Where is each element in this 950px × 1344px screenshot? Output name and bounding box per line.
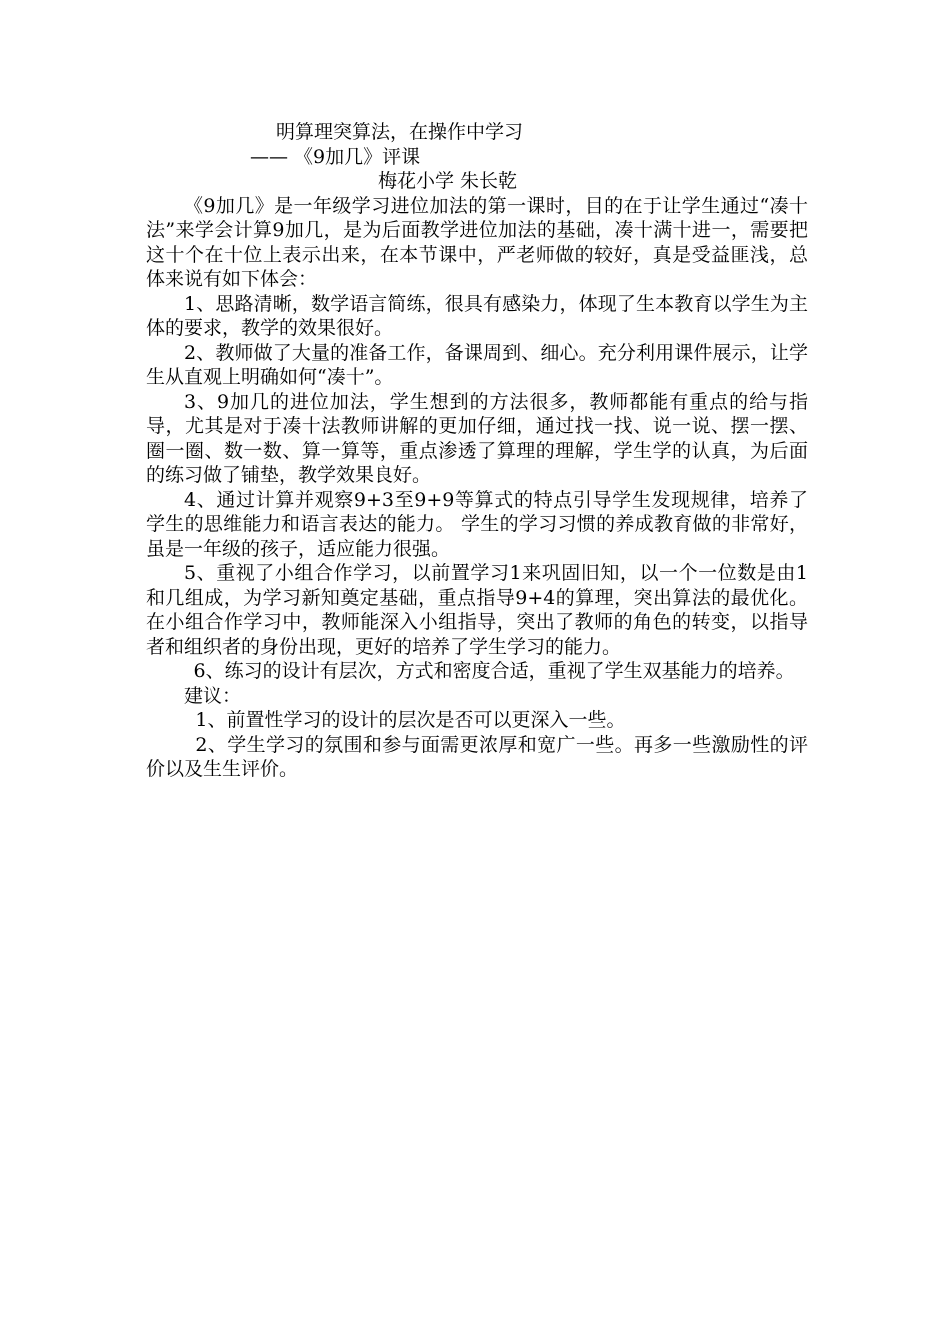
suggestion-paragraph-1: 1、前置性学习的设计的层次是否可以更深入一些。 [195,709,626,731]
suggestion-paragraph-2: 2、学生学习的氛围和参与面需更浓厚和宽广一些。再多一些激励性的评价以及生生评价。 [146,733,808,780]
document-page [146,120,808,782]
document-title: 明算理突算法，在操作中学习 [276,121,524,143]
suggestion-heading: 建议： [184,684,242,707]
point-paragraph-1: 1、思路清晰，数学语言简练，很具有感染力，体现了生本教育以学生为主体的要求，教学的效果很好。 [146,292,808,339]
point-paragraph-6: 6、练习的设计有层次，方式和密度合适，重视了学生双基能力的培养。 [193,660,795,682]
point-paragraph-4: 4、通过计算并观察9+3至9+9等算式的特点引导学生发现规律，培养了学生的思维能力和语言表达的能力。 学生的学习习惯的养成教育做的非常好，虽是一年级的孩子，适应能力很强。 [146,488,808,560]
point-paragraph-5: 5、重视了小组合作学习，以前置学习1来巩固旧知，以一个一位数是由1和几组成，为学习新知奠定基础，重点指导9+4的算理，突出算法的最优化。在小组合作学习中，教师能深入小组指导，突出了教师的角色的转变，以指导者和组织者的身份出现，更好的培养了学生学习的能力。 [146,562,808,658]
document-subtitle: —— 《9加几》评课 [250,145,421,168]
intro-paragraph: 《9加几》是一年级学习进位加法的第一课时，目的在于让学生通过“凑十法”来学会计算9加几，是为后面教学进位加法的基础，凑十满十进一，需要把这十个在十位上表示出来，在本节课中，严老师做的较好，真是受益匪浅，总体来说有如下体会： [146,194,808,290]
point-paragraph-3: 3、9加几的进位加法，学生想到的方法很多，教师都能有重点的给与指导，尤其是对于凑十法教师讲解的更加仔细，通过找一找、说一说、摆一摆、圈一圈、数一数、算一算等，重点渗透了算理的理解，学生学的认真，为后面的练习做了铺垫，教学效果良好。 [146,390,808,486]
document-author: 梅花小学 朱长乾 [378,170,518,192]
point-paragraph-2: 2、教师做了大量的准备工作，备课周到、细心。充分利用课件展示，让学生从直观上明确如何“凑十”。 [146,341,808,388]
